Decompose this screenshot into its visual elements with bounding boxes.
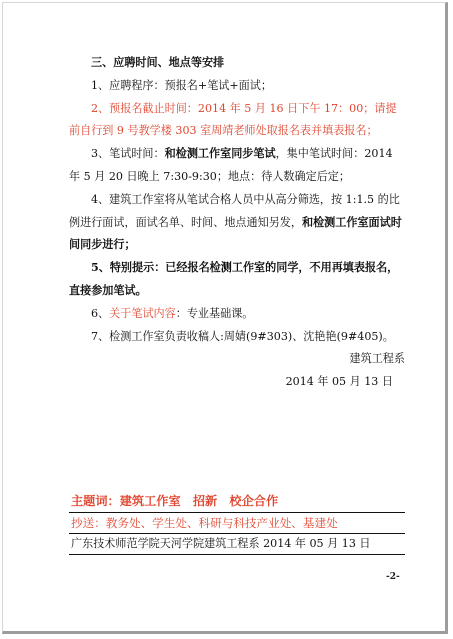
item-1: 1、应聘程序：预报名+笔试+面试； — [91, 78, 272, 92]
item-3-bold: 和检测工作室同步笔试 — [164, 147, 276, 161]
signature-org: 建筑工程系 — [349, 352, 405, 366]
document-body — [69, 52, 405, 394]
item-3-rest: ，集中笔试时间：2014 年 5 月 20 日晚上 7:30-9:30；地点：待人数确定后定； — [69, 147, 393, 183]
issuer-line: 广东技术师范学院天河学院建筑工程系 2014 年 05 月 13 日 — [69, 534, 405, 555]
item-4 — [69, 189, 405, 257]
signature-date: 2014 年 05 月 13 日 — [285, 375, 393, 389]
item-4-main: 4、建筑工作室将从笔试合格人员中从高分筛选，按 1:1.5 的比例进行面试，面试名单、时间、地点通知另发， — [69, 192, 400, 229]
item-7: 7、检测工作室负责收稿人:周婧(9#303)、沈艳艳(9#405)。 — [91, 329, 394, 343]
item-2: 2、预报名截止时间：2014 年 5 月 16 日下午 17：00；请提前自行到 9 号教学楼 303 室周靖老师处取报名表并填表报名； — [69, 101, 397, 138]
item-6 — [69, 303, 405, 326]
section-title: 三、应聘时间、地点等安排 — [91, 56, 225, 69]
subject-keywords: 主题词：建筑工作室 招新 校企合作 — [71, 494, 279, 508]
cc-list: 抄送：教务处、学生处、科研与科技产业处、基建处 — [69, 512, 405, 534]
item-3 — [69, 143, 405, 189]
item-6-prefix: 6、 — [91, 306, 110, 320]
item-6-rest: ：专业基础课。 — [175, 306, 254, 320]
item-5: 5、特别提示：已经报名检测工作室的同学，不用再填表报名，直接参加笔试。 — [69, 261, 399, 297]
document-footer — [69, 490, 405, 555]
item-3-prefix: 3、笔试时间： — [91, 147, 165, 161]
page-number: -2- — [386, 572, 400, 582]
item-6-red: 关于笔试内容 — [109, 306, 176, 320]
item-4-bold: 和检测工作室面试时间同步进行； — [69, 215, 402, 252]
